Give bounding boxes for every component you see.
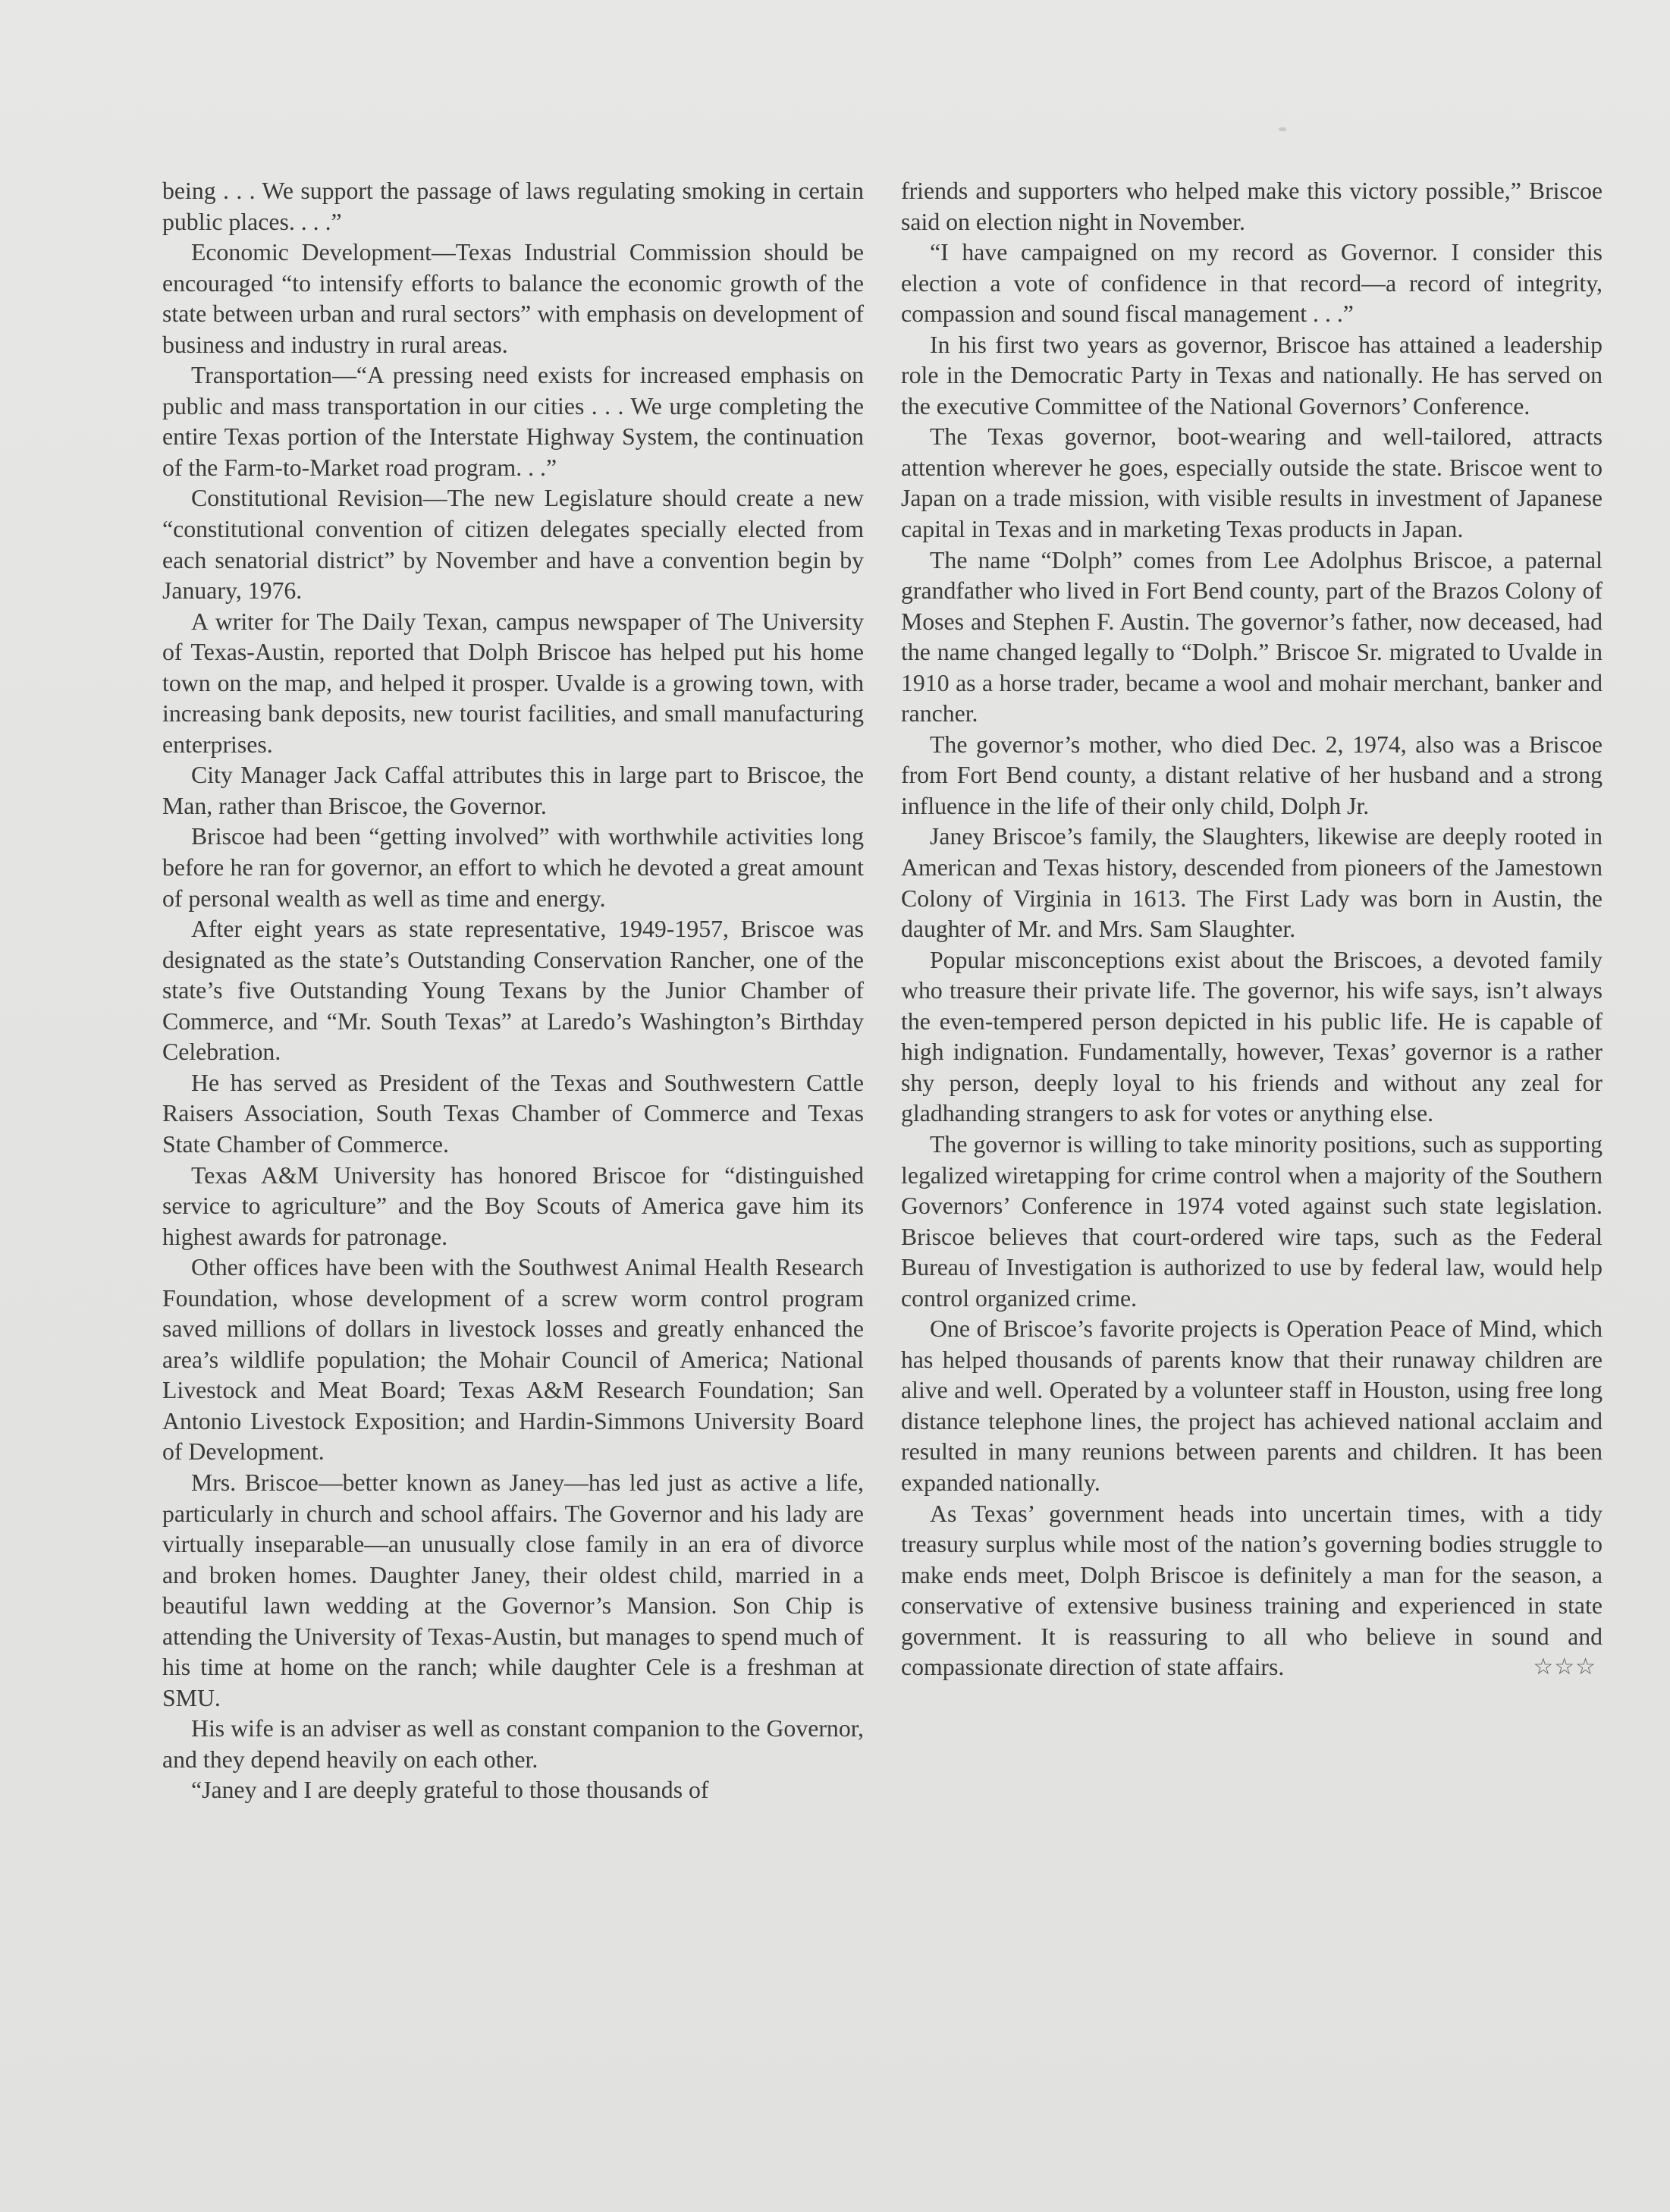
- paragraph: Economic Development—Texas Industrial Commission should be encouraged “to intensify efforts to balance the economic growth of the state between urban and rural sectors” with emphasis on development of business and industry in rural areas.: [162, 239, 864, 358]
- paragraph: The Texas governor, boot-wearing and well-tailored, attracts attention wherever he goes, especially outside the state. Briscoe went to Japan on a trade mission, with visible results in investment of Japanese capital in Texas and in marketing Texas products in Japan.: [901, 423, 1603, 543]
- paragraph: being . . . We support the passage of laws regulating smoking in certain public places. . . .”: [162, 178, 864, 235]
- paragraph: Janey Briscoe’s family, the Slaughters, likewise are deeply rooted in American and Texas history, descended from pioneers of the Jamestown Colony of Virginia in 1613. The First Lady was born in Austin, the daughter of Mr. and Mrs. Sam Slaughter.: [901, 823, 1603, 943]
- left-column: [162, 176, 864, 1806]
- paragraph: One of Briscoe’s favorite projects is Operation Peace of Mind, which has helped thousands of parents know that their runaway children are alive and well. Operated by a volunteer staff in Houston, using free long distance telephone lines, the project has achieved national acclaim and resulted in many reunions between parents and children. It has been expanded nationally.: [901, 1315, 1603, 1496]
- paragraph: Briscoe had been “getting involved” with worthwhile activities long before he ran for governor, an effort to which he devoted a great amount of personal wealth as well as time and energy.: [162, 823, 864, 912]
- paragraph: Popular misconceptions exist about the Briscoes, a devoted family who treasure their private life. The governor, his wife says, isn’t always the even-tempered person depicted in his public life. He is capable of high indignation. Fundamentally, however, Texas’ governor is a rather shy person, deeply loyal to his friends and without any zeal for gladhanding strangers to ask for votes or anything else.: [901, 946, 1603, 1127]
- paper-speck: [1279, 127, 1286, 131]
- paragraph: “I have campaigned on my record as Governor. I consider this election a vote of confidence in that record—a record of integrity, compassion and sound fiscal management . . .”: [901, 239, 1603, 328]
- paragraph: Texas A&M University has honored Briscoe for “distinguished service to agriculture” and the Boy Scouts of America gave him its highest awards for patronage.: [162, 1161, 864, 1250]
- paragraph: In his first two years as governor, Briscoe has attained a leadership role in the Democratic Party in Texas and nationally. He has served on the executive Committee of the National Governors’ Conference.: [901, 331, 1603, 419]
- paragraph: After eight years as state representative, 1949-1957, Briscoe was designated as the state’s Outstanding Conservation Rancher, one of the state’s five Outstanding Young Texans by the Junior Chamber of Commerce, and “Mr. South Texas” at Laredo’s Washington’s Birthday Celebration.: [162, 916, 864, 1066]
- paragraph: friends and supporters who helped make this victory possible,” Briscoe said on election night in November.: [901, 178, 1603, 235]
- end-mark-stars-icon: ☆☆☆: [1533, 1654, 1596, 1680]
- paragraph: His wife is an adviser as well as constant companion to the Governor, and they depend heavily on each other.: [162, 1715, 864, 1773]
- paragraph: The name “Dolph” comes from Lee Adolphus Briscoe, a paternal grandfather who lived in Fort Bend county, part of the Brazos Colony of Moses and Stephen F. Austin. The governor’s father, now deceased, had the name changed legally to “Dolph.” Briscoe Sr. migrated to Uvalde in 1910 as a horse trader, became a wool and mohair merchant, banker and rancher.: [901, 546, 1603, 727]
- paragraph: City Manager Jack Caffal attributes this in large part to Briscoe, the Man, rather than Briscoe, the Governor.: [162, 762, 864, 819]
- paragraph: The governor is willing to take minority positions, such as supporting legalized wiretapping for crime control when a majority of the Southern Governors’ Conference in 1974 voted against such state legislation. Briscoe believes that court-ordered wire taps, such as the Federal Bureau of Investigation is authorized to use by federal law, would help control organized crime.: [901, 1130, 1603, 1312]
- paragraph: Other offices have been with the Southwest Animal Health Research Foundation, whose development of a screw worm control program saved millions of dollars in livestock losses and greatly enhanced the area’s wildlife population; the Mohair Council of America; National Livestock and Meat Board; Texas A&M Research Foundation; San Antonio Livestock Exposition; and Hardin-Simmons University Board of Development.: [162, 1254, 864, 1466]
- final-paragraph-text: As Texas’ government heads into uncertain times, with a tidy treasury surplus while most of the nation’s governing bodies struggle to make ends meet, Dolph Briscoe is definitely a man for the season, a conservative of extensive business training and experienced in state government. It is reassuring to all who believe in sound and compassionate direction of state affairs.: [901, 1500, 1603, 1681]
- paragraph: Mrs. Briscoe—better known as Janey—has led just as active a life, particularly in church and school affairs. The Governor and his lady are virtually inseparable—an unusually close family in an era of divorce and broken homes. Daughter Janey, their oldest child, married in a beautiful lawn wedding at the Governor’s Mansion. Son Chip is attending the University of Texas-Austin, but manages to spend much of his time at home on the ranch; while daughter Cele is a freshman at SMU.: [162, 1469, 864, 1711]
- paragraph: Transportation—“A pressing need exists for increased emphasis on public and mass transportation in our cities . . . We urge completing the entire Texas portion of the Interstate Highway System, the continuation of the Farm-to-Market road program. . .”: [162, 362, 864, 481]
- paragraph: “Janey and I are deeply grateful to those thousands of: [191, 1777, 709, 1804]
- paragraph: A writer for The Daily Texan, campus newspaper of The University of Texas-Austin, reported that Dolph Briscoe has helped put his home town on the map, and helped it prosper. Uvalde is a growing town, with increasing bank deposits, new tourist facilities, and small manufacturing enterprises.: [162, 608, 864, 758]
- paragraph: Constitutional Revision—The new Legislature should create a new “constitutional convention of citizen delegates specially elected from each senatorial district” by November and have a convention begin by January, 1976.: [162, 485, 864, 605]
- paragraph: The governor’s mother, who died Dec. 2, 1974, also was a Briscoe from Fort Bend county, a distant relative of her husband and a strong influence in the life of their only child, Dolph Jr.: [901, 731, 1603, 819]
- paragraph: He has served as President of the Texas and Southwestern Cattle Raisers Association, South Texas Chamber of Commerce and Texas State Chamber of Commerce.: [162, 1069, 864, 1158]
- right-column: [901, 176, 1603, 1683]
- final-paragraph: [901, 1499, 1603, 1683]
